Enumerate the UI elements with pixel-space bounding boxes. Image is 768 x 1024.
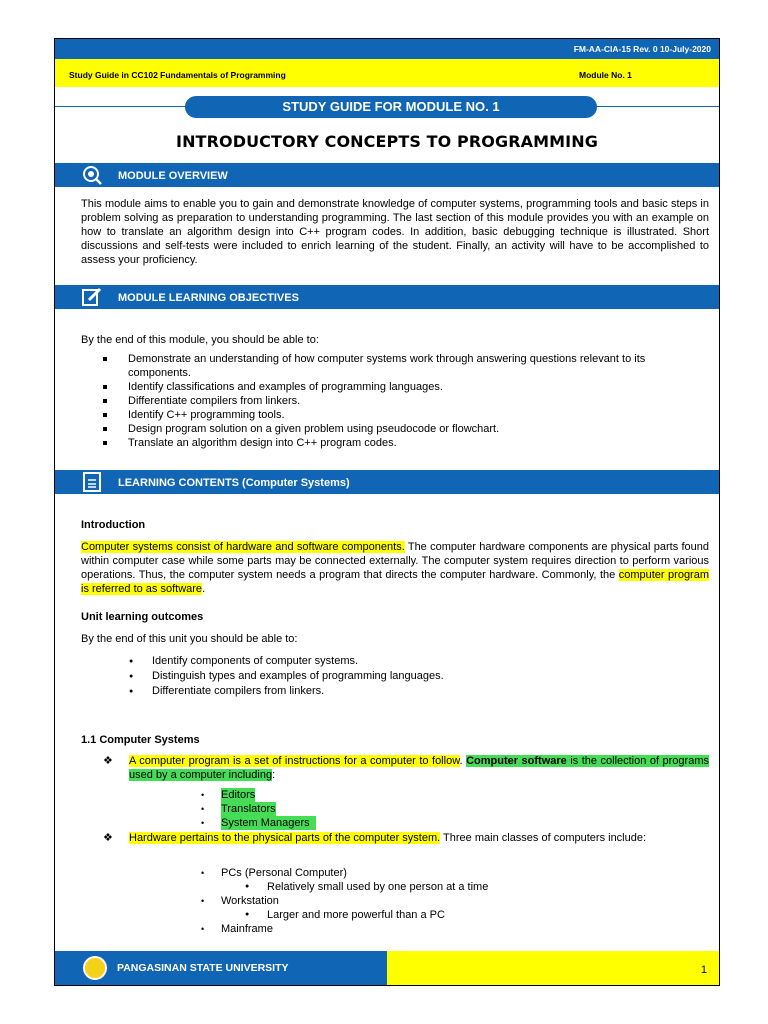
- computer-class: PCs (Personal Computer): [221, 867, 347, 879]
- list-item: Design program solution on a given problem using pseudocode or flowchart.: [99, 422, 711, 436]
- objectives-header: [55, 285, 719, 309]
- overview-header: [55, 163, 719, 187]
- document-icon: [81, 472, 103, 492]
- page-number: 1: [700, 964, 707, 976]
- contents-heading: LEARNING CONTENTS (Computer Systems): [118, 477, 350, 489]
- list-item: Translate an algorithm design into C++ program codes.: [99, 436, 711, 450]
- overview-text: This module aims to enable you to gain and demonstrate knowledge of computer systems, programming tools and basic steps in problem solving as preparation to understanding programming. The last section of this module provides you with an example on how to translate an algorithm design into C++ program codes. In addition, basic debugging technique is illustrated. Short discussions and self-tests were included to enrich learning of the student. Finally, an activity will have to be accomplished to assess your proficiency.: [81, 198, 709, 266]
- course-bar: [55, 59, 719, 87]
- hardware-definition: Hardware pertains to the physical parts of the computer system. Three main classes of computers include:: [129, 832, 647, 844]
- doc-code-bar: [55, 39, 719, 59]
- list-item: Demonstrate an understanding of how computer systems work through answering questions relevant to its components.: [99, 352, 711, 380]
- small-bullet: •: [201, 896, 205, 906]
- document-page: [54, 38, 720, 986]
- computer-class: Mainframe: [221, 923, 273, 935]
- section-heading: 1.1 Computer Systems: [81, 734, 200, 746]
- doc-code: FM-AA-CIA-15 Rev. 0 10-July-2020: [573, 44, 711, 54]
- page-title: INTRODUCTORY CONCEPTS TO PROGRAMMING: [176, 132, 598, 151]
- introduction-heading: Introduction: [81, 519, 146, 531]
- list-item: Differentiate compilers from linkers.: [99, 394, 711, 408]
- university-seal-icon: [83, 956, 107, 980]
- diamond-bullet-icon: ❖: [103, 832, 113, 844]
- computer-class-desc: Relatively small used by one person at a time: [267, 881, 489, 893]
- dot-bullet: ●: [245, 883, 250, 890]
- module-number: Module No. 1: [579, 70, 632, 80]
- small-bullet: •: [201, 804, 205, 814]
- software-type: Editors: [221, 789, 256, 801]
- software-definition: A computer program is a set of instructions for a computer to follow. Computer software is the collection of programs used by a computer including:: [129, 755, 709, 781]
- diamond-bullet-icon: ❖: [103, 755, 113, 767]
- page-footer: [55, 951, 719, 985]
- computer-class: Workstation: [221, 895, 279, 907]
- software-type: System Managers: [221, 816, 316, 830]
- contents-header: [55, 470, 719, 494]
- objectives-intro: By the end of this module, you should be able to:: [81, 334, 319, 346]
- list-item: Identify C++ programming tools.: [99, 408, 711, 422]
- computer-class-desc: Larger and more powerful than a PC: [267, 909, 445, 921]
- outcomes-heading: Unit learning outcomes: [81, 611, 204, 623]
- outcomes-intro: By the end of this unit you should be able to:: [81, 633, 298, 645]
- university-name: PANGASINAN STATE UNIVERSITY: [117, 962, 289, 974]
- course-title: Study Guide in CC102 Fundamentals of Programming: [69, 70, 286, 80]
- list-item: ● Differentiate compilers from linkers.: [125, 684, 444, 699]
- objectives-list: [99, 352, 711, 450]
- introduction-text: Computer systems consist of hardware and software components. The computer hardware components are physical parts found within computer case while some parts may be connected externally. The computer system requires direction to perform various operations. Thus, the computer system needs a program that directs the computer hardware. Commonly, the computer program is referred to as software.: [81, 541, 710, 595]
- highlight-text: computer program is referred to as software: [81, 569, 710, 595]
- study-guide-title: STUDY GUIDE FOR MODULE NO. 1: [185, 96, 597, 118]
- small-bullet: •: [201, 924, 205, 934]
- list-item: ● Identify components of computer systems.: [125, 654, 444, 669]
- small-bullet: •: [201, 790, 205, 800]
- list-item: ● Distinguish types and examples of programming languages.: [125, 669, 444, 684]
- highlight-text: Computer systems consist of hardware and software components.: [81, 541, 405, 553]
- software-type: Translators: [221, 803, 276, 815]
- objectives-heading: MODULE LEARNING OBJECTIVES: [118, 292, 299, 304]
- small-bullet: •: [201, 818, 205, 828]
- small-bullet: •: [201, 868, 205, 878]
- footer-university-band: [55, 951, 387, 985]
- dot-bullet: ●: [245, 911, 250, 918]
- search-icon: [81, 165, 103, 185]
- edit-icon: [81, 287, 103, 307]
- overview-heading: MODULE OVERVIEW: [118, 170, 228, 182]
- list-item: Identify classifications and examples of programming languages.: [99, 380, 711, 394]
- outcomes-list: [125, 654, 444, 699]
